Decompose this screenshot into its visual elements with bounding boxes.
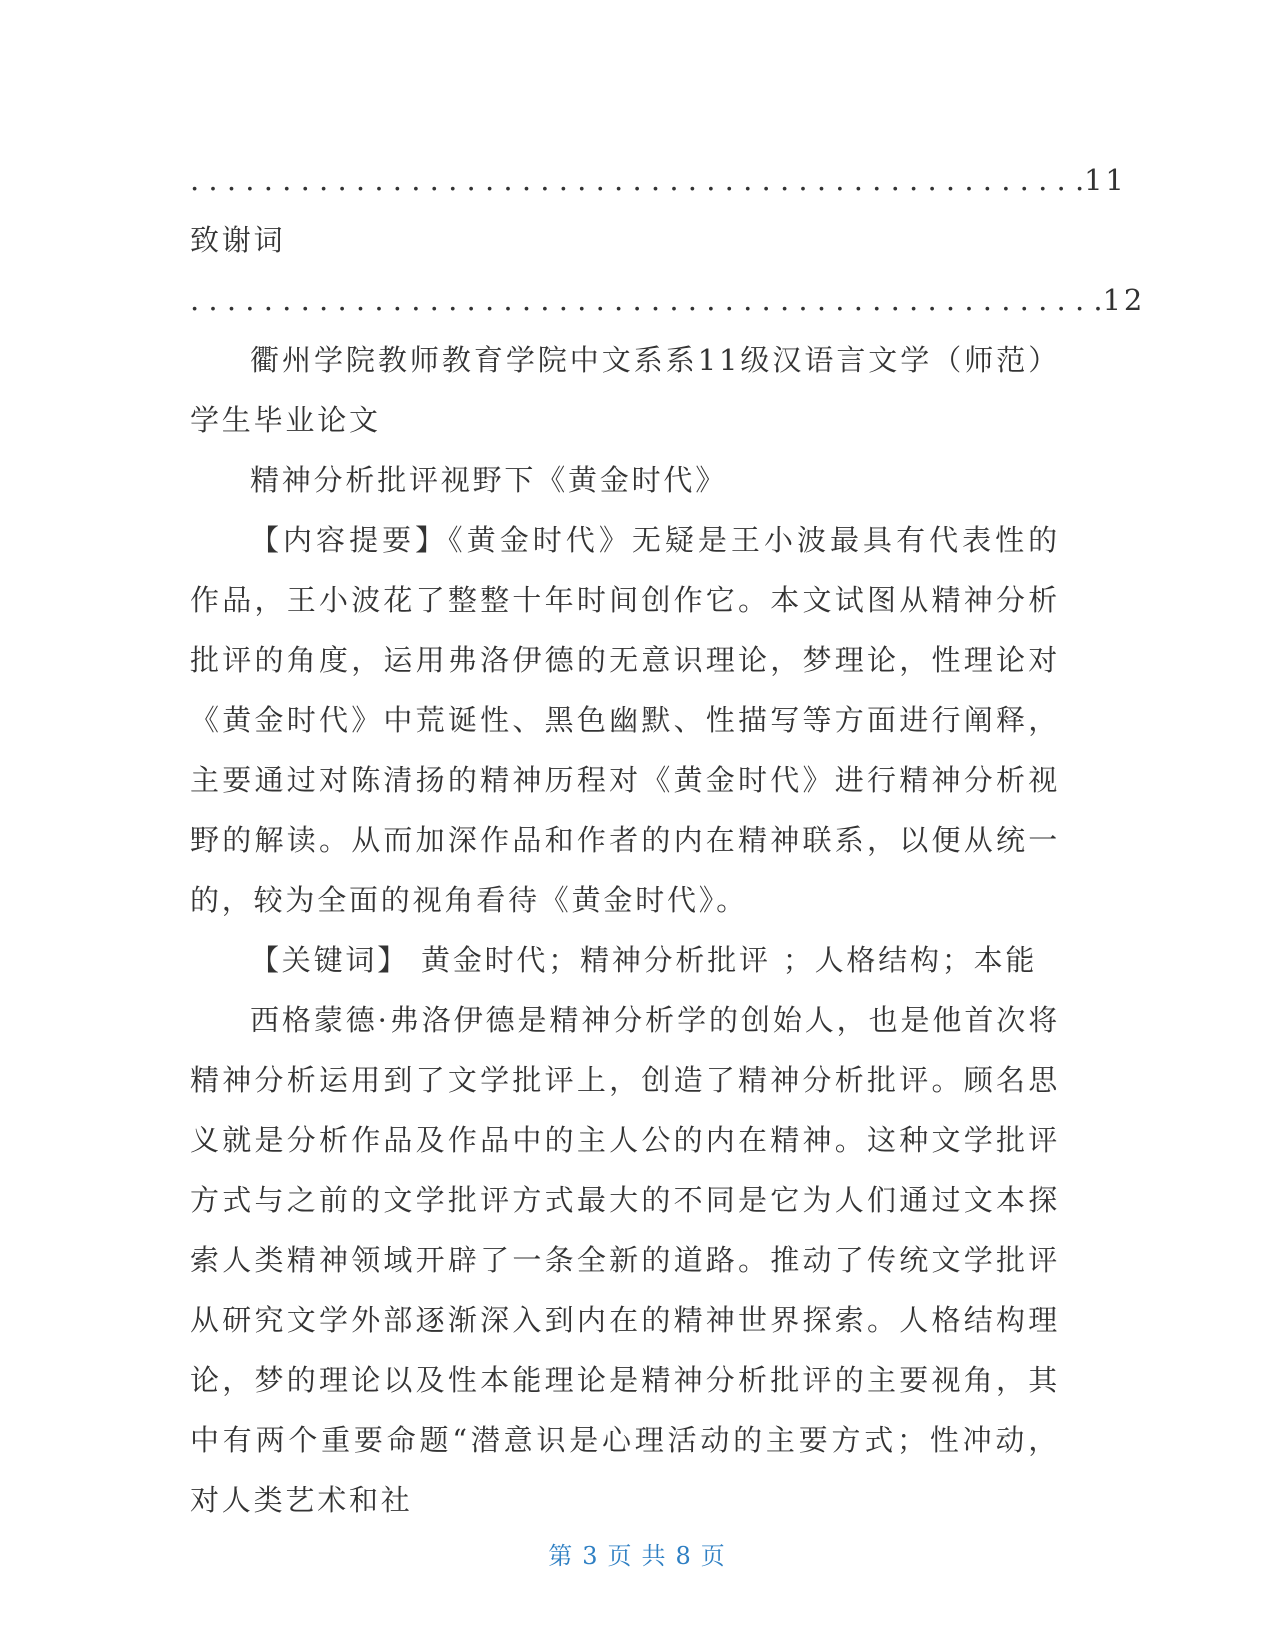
footer-total-pages: 8	[675, 1542, 693, 1570]
footer-prefix: 第	[548, 1542, 575, 1570]
footer-total-word: 共	[641, 1542, 668, 1570]
thesis-header-line: 衢州学院教师教育学院中文系系11级汉语言文学（师范）学生毕业论文	[190, 343, 1060, 437]
toc-leader-dots: . . . . . . . . . . . . . . . . . . . . . . . . . . . . . . . . . . . . . . . . . . . . . . . . . .	[190, 283, 1103, 317]
abstract-paragraph: 【内容提要】《黄金时代》无疑是王小波最具有代表性的作品，王小波花了整整十年时间创作它。本文试图从精神分析批评的角度，运用弗洛伊德的无意识理论，梦理论，性理论对《黄金时代》中荒诞性、黑色幽默、性描写等方面进行阐释，主要通过对陈清扬的精神历程对《黄金时代》进行精神分析视野的解读。从而加深作品和作者的内在精神联系，以便从统一的，较为全面的视角看待《黄金时代》。	[190, 523, 1060, 917]
page-content	[190, 150, 1146, 1530]
body-paragraph: 西格蒙德·弗洛伊德是精神分析学的创始人，也是他首次将精神分析运用到了文学批评上，创造了精神分析批评。顾名思义就是分析作品及作品中的主人公的内在精神。这种文学批评方式与之前的文学批评方式最大的不同是它为人们通过文本探索人类精神领域开辟了一条全新的道路。推动了传统文学批评从研究文学外部逐渐深入到内在的精神世界探索。人格结构理论，梦的理论以及性本能理论是精神分析批评的主要视角，其中有两个重要命题“潜意识是心理活动的主要方式；性冲动，对人类艺术和社	[190, 1003, 1060, 1517]
toc-entry-title: 致谢词	[190, 223, 286, 257]
footer-suffix: 页	[700, 1542, 727, 1570]
page-footer	[0, 1536, 1275, 1571]
toc-page-number: 11	[1084, 163, 1127, 197]
footer-current-page: 3	[582, 1542, 600, 1570]
toc-leader-dots: . . . . . . . . . . . . . . . . . . . . . . . . . . . . . . . . . . . . . . . . . . . . . . . . .	[190, 163, 1085, 197]
paper-title: 精神分析批评视野下《黄金时代》	[250, 463, 728, 497]
toc-entry-dots-line	[190, 270, 1146, 330]
toc-entry-dots-line	[190, 150, 1127, 210]
keywords-line: 【关键词】 黄金时代；精神分析批评 ；人格结构；本能	[250, 943, 1038, 977]
footer-page-word: 页	[607, 1542, 634, 1570]
toc-page-number: 12	[1102, 283, 1146, 317]
